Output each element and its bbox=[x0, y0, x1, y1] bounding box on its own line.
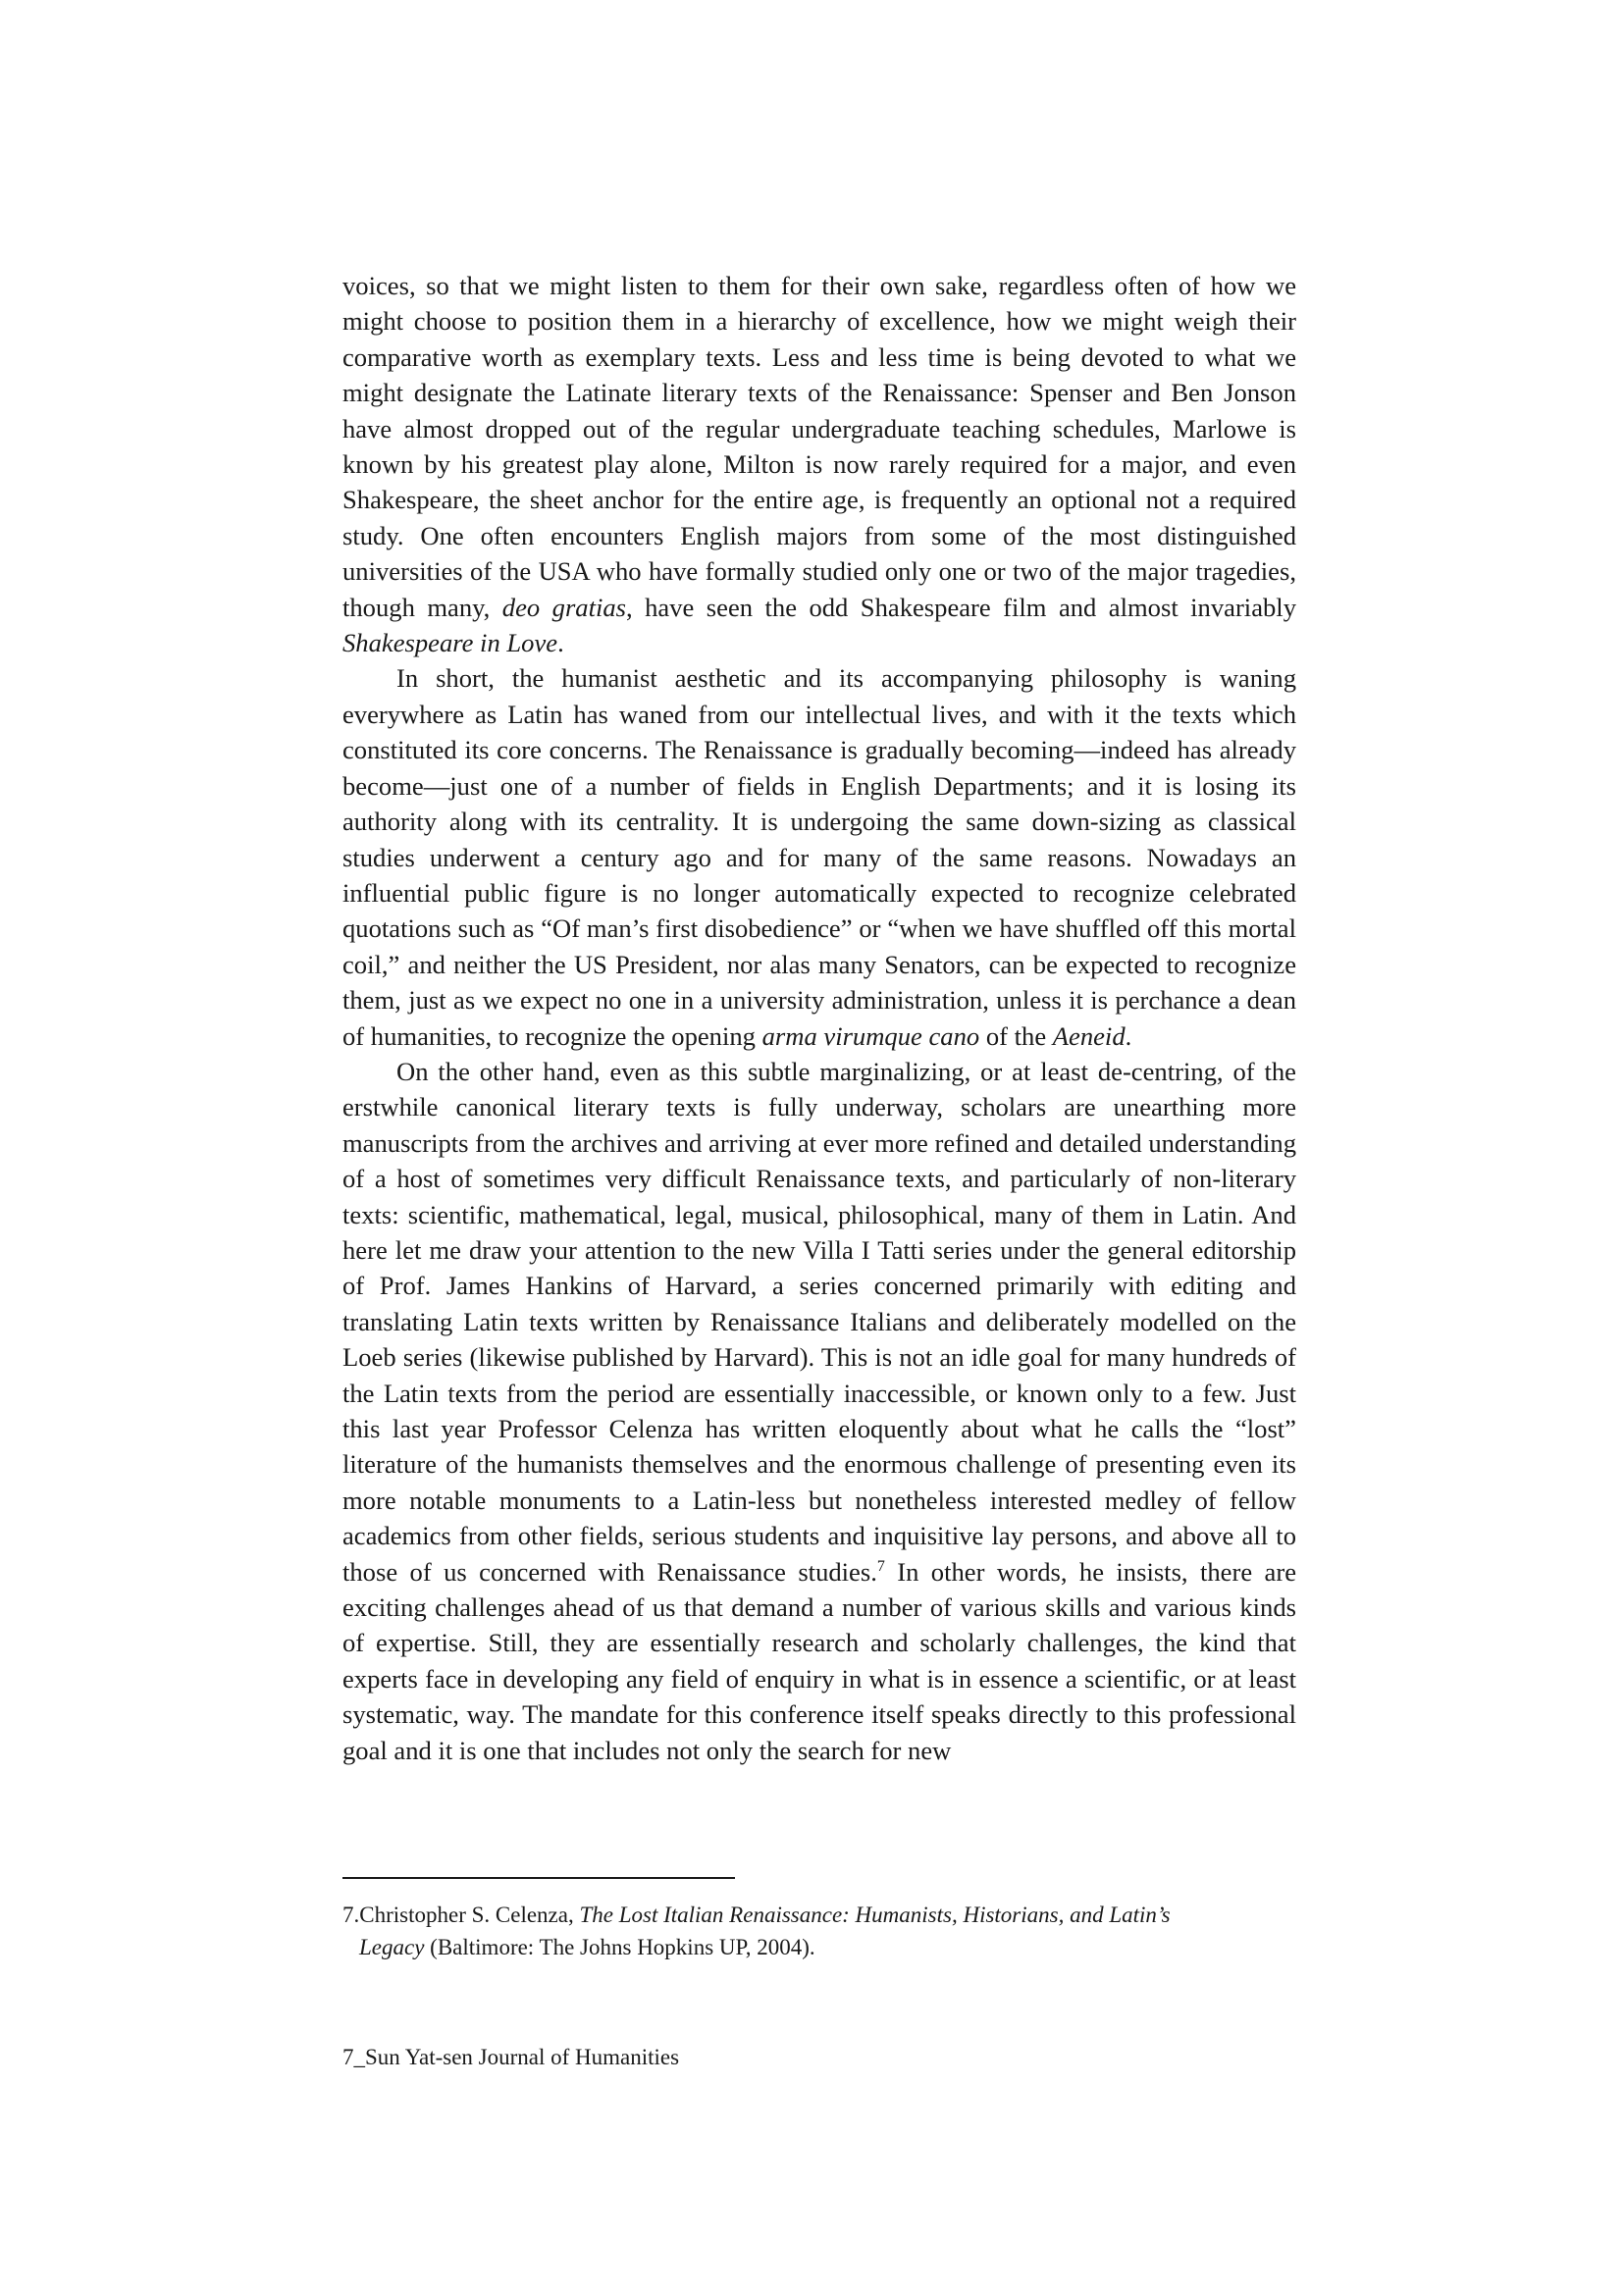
footnote-number: 7. bbox=[342, 1903, 360, 1927]
footnote-publication: (Baltimore: The Johns Hopkins UP, 2004). bbox=[424, 1935, 815, 1959]
footnote bbox=[342, 1899, 1296, 1963]
paragraph-1-italic-b: Shakespeare in Love bbox=[342, 628, 558, 658]
paragraph-1 bbox=[342, 268, 1296, 660]
footnote-line-2 bbox=[342, 1931, 1296, 1963]
body-text bbox=[342, 268, 1296, 1768]
paragraph-2-text-a: In short, the humanist aesthetic and its accompanying philosophy is waning everywhere as Latin has waned from our intellectual lives, and with it the texts which constituted its core concerns. The Renaissance is gradually becoming—indeed has already become—just one of a number of fields in English Departments; and it is losing its authority along with its centrality. It is undergoing the same down-sizing as classical studies underwent a century ago and for many of the same reasons. Nowadays an influential public figure is no longer automatically expected to recognize celebrated quotations such as “Of man’s first disobedience” or “when we have shuffled off this mortal coil,” and neither the US President, nor alas many Senators, can be expected to recognize them, just as we expect no one in a university administration, unless it is perchance a dean of humanities, to recognize the opening bbox=[342, 663, 1296, 1051]
paragraph-2-italic-b: Aeneid bbox=[1052, 1020, 1126, 1051]
footnote-author: Christopher S. Celenza, bbox=[359, 1903, 580, 1927]
paragraph-1-text-c: . bbox=[557, 628, 564, 658]
running-footer: 7_Sun Yat-sen Journal of Humanities bbox=[342, 2045, 680, 2069]
paragraph-2-italic-a: arma virumque cano bbox=[761, 1020, 980, 1051]
paragraph-1-italic-a: deo gratias bbox=[501, 592, 627, 622]
footnote-reference[interactable]: 7 bbox=[876, 1557, 885, 1575]
paragraph-3-text-a: On the other hand, even as this subtle marginalizing, or at least de-centring, of the erstwhile canonical literary texts is fully underway, scholars are unearthing more manuscripts from the archives and arriving at ever more refined and detailed understanding of a host of sometimes very difficult Renaissance texts, and particularly of non-literary texts: scientific, mathematical, legal, musical, philosophical, many of them in Latin. And here let me draw your attention to the new Villa I Tatti series under the general editorship of Prof. James Hankins of Harvard, a series concerned primarily with editing and translating Latin texts written by Renaissance Italians and deliberately modelled on the Loeb series (likewise published by Harvard). This is not an idle goal for many hundreds of the Latin texts from the period are essentially inaccessible, or known only to a few. Just this last year Professor Celenza has written eloquently about what he calls the “lost” literature of the humanists themselves and the enormous challenge of presenting even its more notable monuments to a Latin-less but nonetheless interested medley of fellow academics from other fields, serious students and inquisitive lay persons, and above all to those of us concerned with Renaissance studies. bbox=[342, 1056, 1296, 1587]
paragraph-3 bbox=[342, 1054, 1296, 1768]
paragraph-1-text-b: , have seen the odd Shakespeare film and almost invariably bbox=[626, 592, 1296, 622]
footnote-line-1 bbox=[342, 1899, 1296, 1931]
paragraph-1-text-a: voices, so that we might listen to them for their own sake, regardless often of how we might choose to position them in a hierarchy of excellence, how we might weigh their comparative worth as exemplary texts. Less and less time is being devoted to what we might designate the Latinate literary texts of the Renaissance: Spenser and Ben Jonson have almost dropped out of the regular undergraduate teaching schedules, Marlowe is known by his greatest play alone, Milton is now rarely required for a major, and even Shakespeare, the sheet anchor for the entire age, is frequently an optional not a required study. One often encounters English majors from some of the most distinguished universities of the USA who have formally studied only one or two of the major tragedies, though many, bbox=[342, 271, 1296, 622]
footnote-title-continued: Legacy bbox=[359, 1935, 425, 1959]
paragraph-3-text-b: In other words, he insists, there are exciting challenges ahead of us that demand a number of various skills and various kinds of expertise. Still, they are essentially research and scholarly challenges, the kind that experts face in developing any field of enquiry in what is in essence a scientific, or at least systematic, way. The mandate for this conference itself speaks directly to this professional goal and it is one that includes not only the search for new bbox=[342, 1556, 1296, 1765]
paragraph-2 bbox=[342, 660, 1296, 1053]
footnote-divider bbox=[342, 1877, 735, 1879]
footnote-title: The Lost Italian Renaissance: Humanists, Historians, and Latin’s bbox=[579, 1903, 1171, 1927]
page-body bbox=[342, 268, 1296, 1768]
paragraph-2-text-c: . bbox=[1125, 1020, 1132, 1051]
paragraph-2-text-b: of the bbox=[979, 1020, 1053, 1051]
